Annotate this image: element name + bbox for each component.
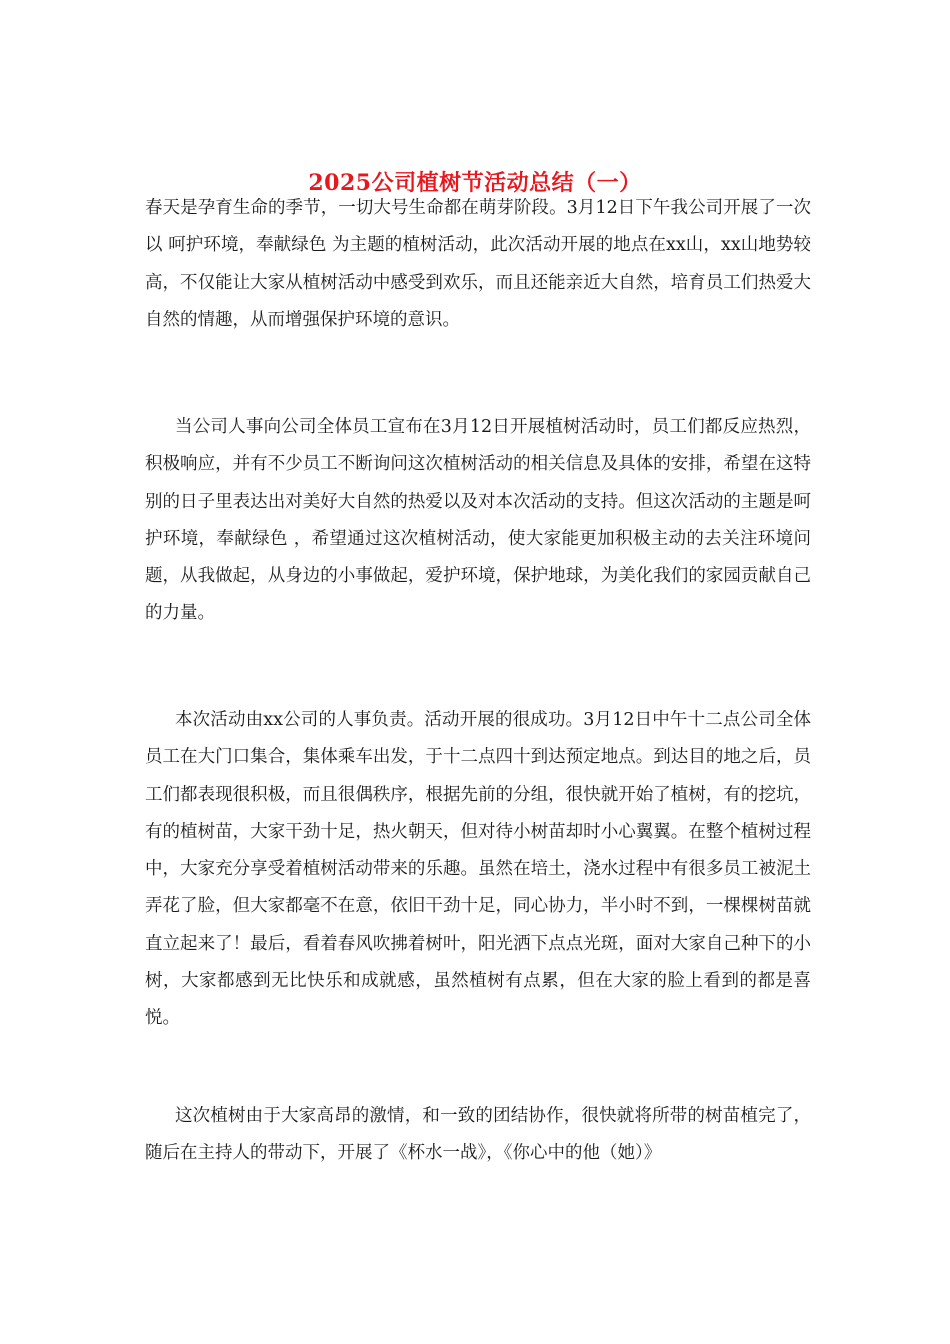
paragraph-activity: 本次活动由xx公司的人事负责。活动开展的很成功。3月12日中午十二点公司全体员工在大门口集合，集体乘车出发，于十二点四十到达预定地点。到达目的地之后，员工们都表现很积极，而且很偶秩序，根据先前的分组，很快就开始了植树，有的挖坑，有的植树苗，大家干劲十足，热火朝天，但对待小树苗却时小心翼翼。在整个植树过程中，大家充分享受着植树活动带来的乐趣。虽然在培土，浇水过程中有很多员工被泥土弄花了脸，但大家都毫不在意，依旧干劲十足，同心协力，半小时不到，一棵棵树苗就直立起来了！最后，看着春风吹拂着树叶，阳光洒下点点光斑，面对大家自己种下的小树，大家都感到无比快乐和成就感，虽然植树有点累，但在大家的脸上看到的都是喜悦。 bbox=[145, 710, 811, 1029]
paragraph-intro: 春天是孕育生命的季节，一切大号生命都在萌芽阶段。3月12日下午我公司开展了一次以 呵护环境，奉献绿色 为主题的植树活动，此次活动开展的地点在xx山，xx山地势较高，不仅能让大家从植树活动中感受到欢乐，而且还能亲近大自然，培育员工们热爱大自然的情趣，从而增强保护环境的意识。 bbox=[145, 198, 811, 330]
document-title: 2025公司植树节活动总结（一） bbox=[308, 169, 642, 196]
paragraph-announcement: 当公司人事向公司全体员工宣布在3月12日开展植树活动时，员工们都反应热烈，积极响应，并有不少员工不断询问这次植树活动的相关信息及具体的安排，希望在这特别的日子里表达出对美好大自然的热爱以及对本次活动的支持。但这次活动的主题是呵护环境，奉献绿色 ，希望通过这次植树活动，使大家能更加积极主动的去关注环境问题，从我做起，从身边的小事做起，爱护环境，保护地球，为美化我们的家园贡献自己的力量。 bbox=[145, 417, 811, 624]
paragraph-games: 这次植树由于大家高昂的激情，和一致的团结协作，很快就将所带的树苗植完了，随后在主持人的带动下，开展了《杯水一战》，《你心中的他（她）》 bbox=[145, 1106, 811, 1164]
